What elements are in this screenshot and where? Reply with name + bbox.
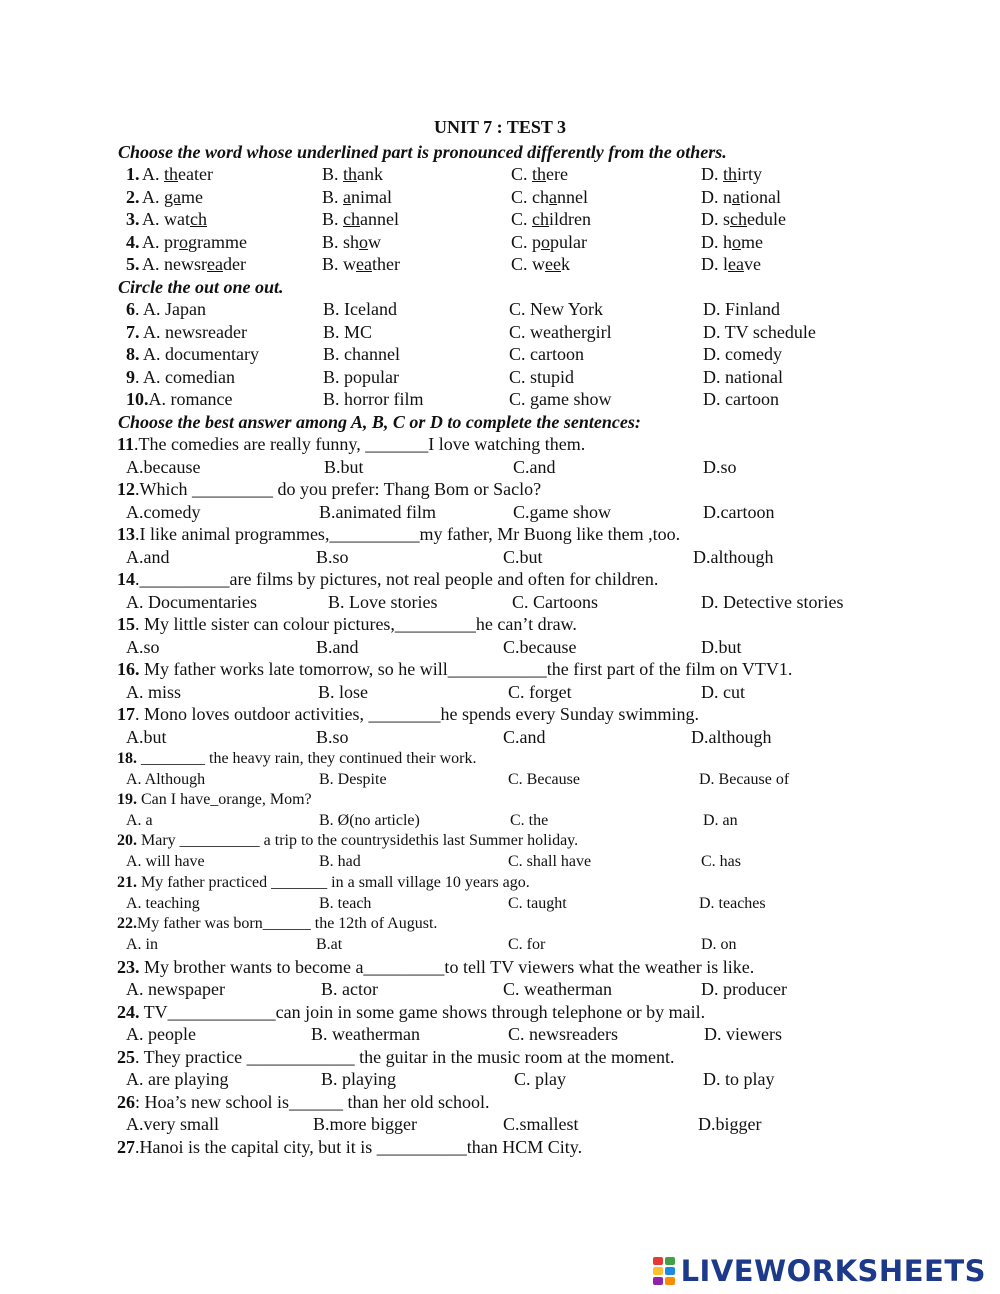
- option-c[interactable]: C. New York: [509, 299, 604, 319]
- option-d[interactable]: D.although: [693, 547, 774, 567]
- option-a[interactable]: A.and: [126, 547, 170, 567]
- option-b[interactable]: B. playing: [321, 1069, 396, 1089]
- option-b[interactable]: B. teach: [319, 895, 372, 912]
- option-d[interactable]: D. national: [703, 366, 783, 387]
- logo-block: [653, 1257, 663, 1265]
- option-a[interactable]: [126, 367, 235, 388]
- option-text: C. ch: [511, 186, 549, 207]
- answer-options: [0, 457, 1000, 480]
- option-text: C. w: [511, 254, 546, 275]
- option-text: D.: [701, 164, 723, 184]
- option-d[interactable]: [701, 254, 761, 275]
- option-c[interactable]: C.because: [503, 637, 577, 657]
- logo-block: [653, 1277, 663, 1285]
- question-number: 27: [117, 1137, 135, 1157]
- option-text: A. romance: [148, 389, 233, 410]
- option-text: C.: [511, 209, 533, 230]
- option-b[interactable]: B.so: [316, 547, 349, 567]
- question-text: Can I have_orange, Mom?: [137, 791, 312, 808]
- option-b[interactable]: B. horror film: [323, 389, 424, 410]
- option-b[interactable]: B. weatherman: [311, 1024, 420, 1044]
- option-c[interactable]: C. for: [508, 936, 546, 953]
- option-c[interactable]: C. weathergirl: [509, 321, 612, 342]
- page-title: UNIT 7 : TEST 3: [433, 117, 567, 137]
- option-c[interactable]: C.and: [513, 457, 556, 477]
- option-text: pular: [550, 231, 587, 252]
- option-a[interactable]: [126, 344, 259, 365]
- liveworksheets-brand: [653, 1254, 986, 1288]
- option-text: B. w: [322, 254, 357, 275]
- question-number: 22.: [117, 915, 137, 932]
- question-text: My father was born______ the 12th of August.: [137, 915, 438, 932]
- option-c[interactable]: [511, 232, 587, 253]
- option-text: annel: [360, 209, 399, 230]
- option-c[interactable]: C. game show: [509, 389, 612, 410]
- option-text: me: [741, 231, 763, 252]
- option-b[interactable]: B.and: [316, 637, 359, 657]
- question-text: TV____________can join in some game shows through telephone or by mail.: [139, 1002, 706, 1022]
- option-b[interactable]: B.but: [324, 457, 364, 477]
- question-number: 25: [117, 1047, 135, 1067]
- question-q16: [117, 659, 792, 680]
- pronunciation-item: [0, 187, 1000, 210]
- question-q13: [117, 524, 680, 545]
- option-text: A. newsr: [142, 254, 207, 275]
- option-text: edule: [747, 209, 786, 230]
- question-q12: [117, 479, 541, 500]
- question-number: 26: [117, 1092, 135, 1112]
- odd-one-out-item: [0, 299, 1000, 322]
- answer-options: [0, 502, 1000, 525]
- option-b[interactable]: B. MC: [323, 321, 373, 342]
- odd-one-out-item: [0, 367, 1000, 390]
- option-a[interactable]: A.because: [126, 457, 201, 477]
- option-b[interactable]: B. Love stories: [328, 592, 438, 612]
- option-b[interactable]: B. channel: [323, 344, 400, 365]
- option-text: B.: [322, 209, 344, 230]
- option-text: B.: [322, 186, 344, 207]
- underlined-part: a: [549, 186, 557, 207]
- option-b[interactable]: B. actor: [321, 979, 378, 999]
- option-text: . A. comedian: [135, 366, 235, 387]
- option-a[interactable]: A. newspaper: [126, 979, 225, 999]
- option-text: tional: [740, 186, 781, 207]
- option-d[interactable]: D.although: [691, 727, 772, 747]
- option-text: irty: [737, 164, 763, 184]
- option-c[interactable]: C.and: [503, 727, 546, 747]
- option-c[interactable]: [511, 209, 591, 230]
- option-text: nimal: [351, 186, 393, 207]
- option-a[interactable]: A. a: [126, 812, 153, 829]
- option-text: A. pr: [142, 231, 179, 252]
- option-c[interactable]: C.game show: [513, 502, 611, 522]
- answer-options: [0, 727, 1000, 750]
- option-text: me: [181, 186, 203, 207]
- question-q27: [117, 1137, 582, 1158]
- answer-options: [0, 1114, 1000, 1137]
- option-c[interactable]: [511, 187, 588, 208]
- option-a[interactable]: [142, 254, 246, 275]
- option-a[interactable]: A.so: [126, 637, 160, 657]
- option-text: eater: [178, 164, 213, 184]
- option-d[interactable]: [701, 187, 781, 208]
- option-text: C. p: [511, 231, 542, 252]
- option-b[interactable]: B.more bigger: [313, 1114, 417, 1134]
- underlined-part: ch: [343, 209, 361, 230]
- answer-options: [0, 853, 1000, 876]
- pronunciation-item: [0, 164, 1000, 187]
- option-c[interactable]: C. Because: [508, 771, 580, 788]
- option-text: A. newsreader: [139, 321, 247, 342]
- liveworksheets-logo-icon: [653, 1257, 675, 1285]
- question-q11: [117, 434, 585, 455]
- question-q25: [117, 1047, 675, 1068]
- question-number: 17: [117, 704, 135, 724]
- underlined-part: o: [359, 231, 369, 252]
- question-number: 10.: [126, 389, 149, 410]
- underlined-part: o: [541, 231, 551, 252]
- option-c[interactable]: C. newsreaders: [508, 1024, 618, 1044]
- option-c[interactable]: C.smallest: [503, 1114, 579, 1134]
- answer-options: [0, 1024, 1000, 1047]
- question-number: 1.: [126, 164, 140, 184]
- option-c[interactable]: C. shall have: [508, 853, 592, 870]
- question-text: .__________are films by pictures, not real people and often for children.: [135, 569, 659, 589]
- underlined-part: ch: [730, 209, 748, 230]
- underlined-part: th: [164, 164, 179, 184]
- question-text: . They practice ____________ the guitar in the music room at the moment.: [135, 1047, 675, 1067]
- option-d[interactable]: D. cartoon: [703, 389, 779, 410]
- option-d[interactable]: [701, 232, 763, 253]
- question-number: 21.: [117, 874, 137, 891]
- option-c[interactable]: C. play: [514, 1069, 566, 1089]
- option-a[interactable]: [126, 299, 206, 320]
- option-a[interactable]: A.comedy: [126, 502, 201, 522]
- section3-heading: Choose the best answer among A, B, C or D to complete the sentences:: [118, 412, 641, 432]
- option-c[interactable]: C. forget: [508, 682, 572, 702]
- option-text: B. sh: [322, 231, 360, 252]
- question-number: 5.: [126, 254, 140, 275]
- option-a[interactable]: [142, 232, 247, 253]
- option-text: D. h: [701, 231, 732, 252]
- underlined-part: a: [732, 186, 740, 207]
- option-d[interactable]: D. to play: [703, 1069, 775, 1089]
- option-text: ve: [743, 254, 761, 275]
- option-b[interactable]: B. lose: [318, 682, 369, 702]
- option-a[interactable]: [126, 389, 232, 410]
- question-number: 23.: [117, 957, 140, 977]
- question-q23: [117, 957, 754, 978]
- option-text: B.: [322, 164, 344, 184]
- option-text: k: [561, 254, 570, 275]
- question-text: ________ the heavy rain, they continued their work.: [137, 750, 477, 767]
- question-q18: [117, 750, 476, 768]
- answer-options: [0, 592, 1000, 615]
- option-a[interactable]: A. will have: [126, 853, 205, 870]
- question-q22: [117, 915, 437, 933]
- option-text: nnel: [557, 186, 588, 207]
- option-text: A. wat: [142, 209, 190, 230]
- option-text: D. s: [701, 209, 731, 230]
- question-number: 7.: [126, 321, 140, 342]
- question-q20: [117, 832, 578, 850]
- option-text: A.: [142, 164, 164, 184]
- option-b[interactable]: B. Ø(no article): [319, 812, 420, 829]
- question-number: 2.: [126, 186, 140, 207]
- option-c[interactable]: [511, 254, 570, 275]
- question-number: 15: [117, 614, 135, 634]
- question-text: : Hoa’s new school is______ than her old school.: [135, 1092, 490, 1112]
- option-b[interactable]: [322, 164, 383, 185]
- underlined-part: th: [723, 164, 738, 184]
- option-d[interactable]: D. comedy: [703, 344, 782, 365]
- answer-options: [0, 1069, 1000, 1092]
- question-q24: [117, 1002, 705, 1023]
- option-a[interactable]: A. miss: [126, 682, 182, 702]
- underlined-part: ee: [545, 254, 561, 275]
- option-d[interactable]: D. viewers: [704, 1024, 782, 1044]
- option-b[interactable]: [322, 209, 399, 230]
- option-b[interactable]: B. Despite: [319, 771, 387, 788]
- option-a[interactable]: [142, 164, 213, 185]
- option-d[interactable]: D. an: [703, 812, 738, 829]
- odd-one-out-item: [0, 322, 1000, 345]
- option-a[interactable]: A. people: [126, 1024, 196, 1044]
- underlined-part: ea: [728, 254, 744, 275]
- question-number: 12: [117, 479, 135, 499]
- option-b[interactable]: B.so: [316, 727, 349, 747]
- option-text: C.: [511, 164, 533, 184]
- option-d[interactable]: [701, 209, 786, 230]
- question-number: 8.: [126, 344, 140, 365]
- question-q15: [117, 614, 577, 635]
- option-text: w: [368, 231, 382, 252]
- underlined-part: th: [532, 164, 547, 184]
- pronunciation-item: [0, 209, 1000, 232]
- question-number: 4.: [126, 231, 140, 252]
- question-q14: [117, 569, 658, 590]
- option-c[interactable]: C. stupid: [509, 366, 575, 387]
- option-a[interactable]: A. teaching: [126, 895, 200, 912]
- question-text: .I like animal programmes,__________my father, Mr Buong like them ,too.: [135, 524, 681, 544]
- option-text: gramme: [188, 231, 247, 252]
- option-c[interactable]: C. Cartoons: [512, 592, 599, 612]
- logo-block: [665, 1277, 675, 1285]
- question-number: 14: [117, 569, 135, 589]
- section1-heading: Choose the word whose underlined part is pronounced differently from the others.: [118, 142, 727, 162]
- question-text: .The comedies are really funny, _______I love watching them.: [134, 434, 586, 454]
- option-b[interactable]: B.at: [316, 936, 343, 953]
- question-number: 24.: [117, 1002, 140, 1022]
- question-text: My brother wants to become a_________to tell TV viewers what the weather is like.: [139, 957, 755, 977]
- option-d[interactable]: D. teaches: [699, 895, 766, 912]
- option-text: . A. Japan: [135, 299, 206, 319]
- question-number: 6: [126, 299, 135, 319]
- option-a[interactable]: A. in: [126, 936, 158, 953]
- option-text: A.: [142, 186, 164, 207]
- option-text: der: [222, 254, 246, 275]
- option-text: ere: [546, 164, 569, 184]
- option-d[interactable]: D. on: [701, 936, 737, 953]
- underlined-part: ch: [532, 209, 550, 230]
- brand-name: LIVEWORKSHEETS: [680, 1254, 986, 1288]
- option-b[interactable]: B. popular: [323, 366, 399, 387]
- option-c[interactable]: [511, 164, 568, 185]
- option-d[interactable]: C. has: [701, 853, 741, 870]
- option-a[interactable]: A. Although: [126, 771, 206, 788]
- option-a[interactable]: A. Documentaries: [126, 592, 257, 612]
- question-number: 16.: [117, 659, 140, 679]
- question-text: .Hanoi is the capital city, but it is __________than HCM City.: [135, 1137, 583, 1157]
- answer-options: [0, 979, 1000, 1002]
- option-d[interactable]: D. Detective stories: [701, 592, 844, 612]
- question-text: Mary __________ a trip to the countrysidethis last Summer holiday.: [137, 832, 579, 849]
- question-text: My father works late tomorrow, so he will___________the first part of the film on VTV1.: [139, 659, 793, 679]
- option-text: A. documentary: [139, 344, 259, 365]
- underlined-part: ea: [356, 254, 372, 275]
- question-number: 19.: [117, 791, 137, 808]
- option-b[interactable]: [322, 232, 381, 253]
- option-d[interactable]: D. cut: [701, 682, 745, 702]
- question-text: .Which _________ do you prefer: Thang Bom or Saclo?: [135, 479, 542, 499]
- logo-block: [653, 1267, 663, 1275]
- option-c[interactable]: C. the: [510, 812, 549, 829]
- answer-options: [0, 936, 1000, 959]
- option-d[interactable]: D. Because of: [699, 771, 790, 788]
- option-text: D. l: [701, 254, 728, 275]
- option-d[interactable]: D. Finland: [703, 299, 781, 319]
- question-q26: [117, 1092, 489, 1113]
- option-d[interactable]: D. producer: [701, 979, 787, 999]
- option-d[interactable]: D.cartoon: [703, 502, 775, 522]
- odd-one-out-item: [0, 344, 1000, 367]
- underlined-part: o: [179, 231, 188, 252]
- option-a[interactable]: A.very small: [126, 1114, 219, 1134]
- question-text: . Mono loves outdoor activities, ________he spends every Sunday swimming.: [135, 704, 699, 724]
- option-a[interactable]: A. are playing: [126, 1069, 229, 1089]
- answer-options: [0, 637, 1000, 660]
- option-d[interactable]: D.bigger: [698, 1114, 762, 1134]
- question-q21: [117, 874, 530, 892]
- answer-options: [0, 682, 1000, 705]
- question-q19: [117, 791, 312, 809]
- underlined-part: ea: [207, 254, 223, 275]
- question-number: 20.: [117, 832, 137, 849]
- option-b[interactable]: B.animated film: [319, 502, 436, 522]
- option-d[interactable]: D. TV schedule: [703, 321, 816, 342]
- option-a[interactable]: [142, 209, 207, 230]
- underlined-part: o: [732, 231, 741, 252]
- question-text: . My little sister can colour pictures,_________he can’t draw.: [135, 614, 577, 634]
- option-c[interactable]: C. taught: [508, 895, 567, 912]
- question-number: 11: [117, 434, 135, 454]
- logo-block: [665, 1257, 675, 1265]
- option-text: ildren: [549, 209, 592, 230]
- logo-block: [665, 1267, 675, 1275]
- option-text: D. n: [701, 186, 732, 207]
- option-a[interactable]: [142, 187, 203, 208]
- pronunciation-item: [0, 254, 1000, 277]
- option-a[interactable]: [126, 322, 247, 343]
- option-c[interactable]: C. weatherman: [503, 979, 612, 999]
- option-c[interactable]: C. cartoon: [509, 344, 584, 365]
- option-b[interactable]: B. had: [319, 853, 361, 870]
- underlined-part: a: [343, 186, 352, 207]
- pronunciation-item: [0, 232, 1000, 255]
- option-d[interactable]: D.but: [701, 637, 742, 657]
- option-text: ank: [357, 164, 384, 184]
- underlined-part: ch: [190, 209, 207, 230]
- question-text: My father practiced _______ in a small village 10 years ago.: [137, 874, 530, 891]
- underlined-part: th: [343, 164, 358, 184]
- odd-one-out-item: [0, 389, 1000, 412]
- question-number: 13: [117, 524, 135, 544]
- option-text: ther: [372, 254, 400, 275]
- question-number: 18.: [117, 750, 137, 767]
- option-d[interactable]: [701, 164, 762, 185]
- question-number: 3.: [126, 209, 140, 230]
- question-q17: [117, 704, 699, 725]
- option-b[interactable]: [322, 187, 392, 208]
- option-b[interactable]: [322, 254, 400, 275]
- answer-options: [0, 547, 1000, 570]
- question-number: 9: [126, 366, 135, 387]
- option-c[interactable]: C.but: [503, 547, 543, 567]
- section2-heading: Circle the out one out.: [118, 277, 284, 297]
- option-b[interactable]: B. Iceland: [323, 299, 397, 319]
- underlined-part: ga: [164, 186, 181, 207]
- option-a[interactable]: A.but: [126, 727, 167, 747]
- option-d[interactable]: D.so: [703, 457, 737, 477]
